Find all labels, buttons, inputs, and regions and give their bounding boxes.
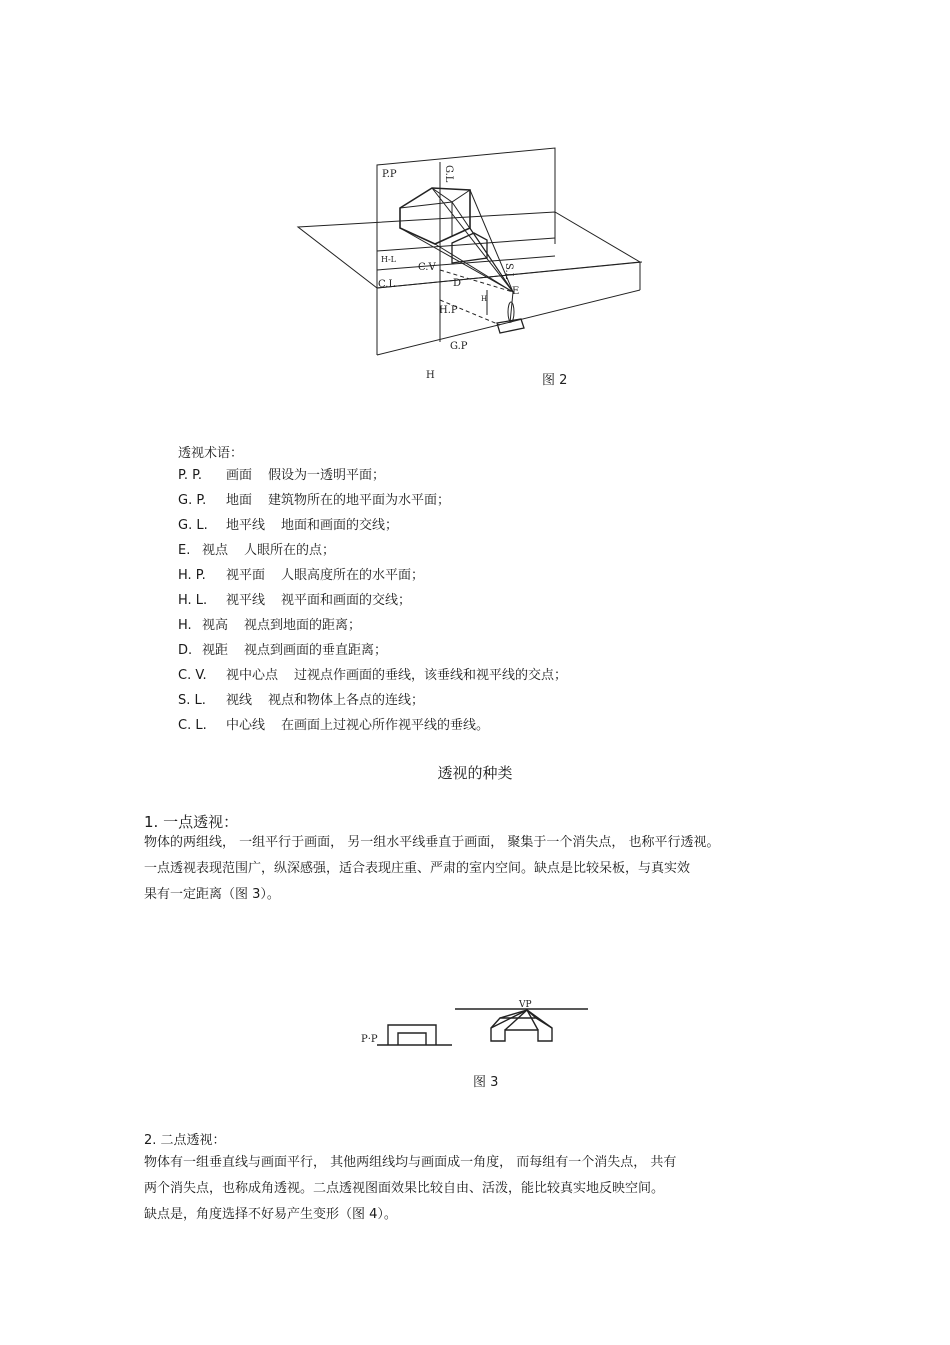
figure-3-caption: 图 3 (473, 1075, 499, 1090)
term-item: C. V. 视中心点 过视点作画面的垂线，该垂线和视平线的交点； (178, 668, 568, 683)
two-point-line: 缺点是，角度选择不好易产生变形（图 4）。 (144, 1207, 397, 1222)
terms-list (178, 463, 567, 738)
one-point-heading: 1. 一点透视： (144, 813, 239, 831)
label-hl: H-L (381, 255, 396, 264)
two-point-line: 物体有一组垂直线与画面平行， 其他两组线均与画面成一角度， 而每组有一个消失点， 共有 (144, 1155, 677, 1170)
label-sl: S.L (503, 263, 514, 280)
label-hp: H.P (439, 305, 458, 316)
term-item: C. L. 中心线 在画面上过视心所作视平线的垂线。 (178, 718, 490, 733)
term-item: S. L. 视线 视点和物体上各点的连线； (178, 693, 425, 708)
term-item: P. P. 画面 假设为一透明平面； (178, 468, 386, 483)
one-point-line: 一点透视表现范围广，纵深感强，适合表现庄重、严肃的室内空间。缺点是比较呆板，与真实效 (144, 861, 691, 876)
picture-plane (377, 148, 555, 288)
figure-3-diagram (355, 995, 595, 1050)
label-vp: VP (519, 1000, 532, 1010)
ground-plane (298, 212, 640, 288)
one-point-line: 物体的两组线， 一组平行于画面， 另一组水平线垂直于画面， 聚集于一个消失点， 也称平行透视。 (144, 835, 720, 850)
figure-2-caption: 图 2 (542, 373, 568, 388)
section-title: 透视的种类 (437, 764, 513, 782)
label-gp: G.P (450, 341, 468, 352)
label-d: D (453, 278, 462, 289)
term-item: G. L. 地平线 地面和画面的交线； (178, 518, 399, 533)
figure-2-diagram (290, 140, 650, 390)
term-item: E. 视点 人眼所在的点； (178, 543, 336, 558)
label-h: H (426, 370, 435, 381)
label-pp: P.P (382, 169, 397, 180)
label-cv: C.V (418, 262, 436, 273)
term-item: H. P. 视平面 人眼高度所在的水平面； (178, 568, 425, 583)
terms-intro: 透视术语： (178, 446, 244, 461)
label-h-small: H (481, 295, 488, 303)
label-cl: C.L (378, 279, 396, 290)
two-point-line: 两个消失点，也称成角透视。二点透视图面效果比较自由、活泼，能比较真实地反映空间。 (144, 1181, 665, 1196)
label-e: E (512, 286, 520, 297)
term-item: D. 视距 视点到画面的垂直距离； (178, 643, 388, 658)
label-pp-fig3: P·P (361, 1034, 378, 1045)
term-item: H. 视高 视点到地面的距离； (178, 618, 362, 633)
term-item: G. P. 地面 建筑物所在的地平面为水平面； (178, 493, 451, 508)
two-point-heading: 2. 二点透视： (144, 1133, 226, 1148)
term-item: H. L. 视平线 视平面和画面的交线； (178, 593, 412, 608)
one-point-line: 果有一定距离（图 3）。 (144, 887, 280, 902)
label-gl: G.L (443, 165, 454, 183)
